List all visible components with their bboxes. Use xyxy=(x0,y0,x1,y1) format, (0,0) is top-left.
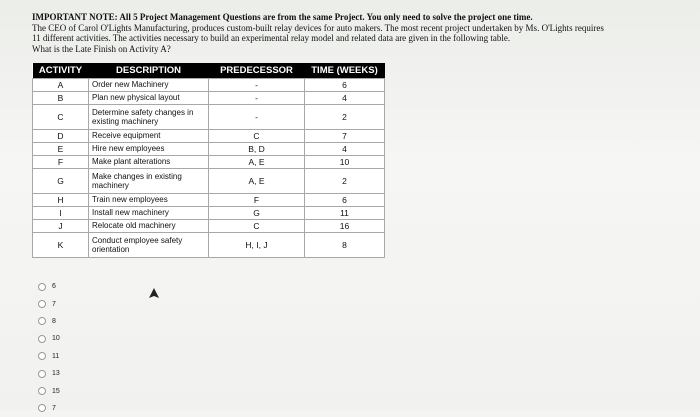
answer-option[interactable] xyxy=(38,365,60,382)
option-label: 11 xyxy=(52,352,60,360)
answer-options xyxy=(38,278,60,417)
header-time: TIME (WEEKS) xyxy=(305,63,385,79)
scenario-line-1: The CEO of Carol O'Lights Manufacturing, produces custom-built relay devices for auto makers. The most recent project undertaken by Ms. O'Lights requires xyxy=(32,22,604,33)
answer-option[interactable] xyxy=(38,382,60,399)
activity-cell: E xyxy=(33,143,89,156)
option-label: 7 xyxy=(52,300,56,308)
table-header-row xyxy=(33,63,385,79)
time-cell: 6 xyxy=(305,194,385,207)
time-cell: 10 xyxy=(305,156,385,169)
activity-cell: G xyxy=(33,169,89,194)
table-row xyxy=(33,156,385,169)
description-cell: Train new employees xyxy=(89,194,209,207)
table-row xyxy=(33,194,385,207)
activity-cell: I xyxy=(33,207,89,220)
table-body xyxy=(33,79,385,258)
description-cell: Hire new employees xyxy=(89,143,209,156)
time-cell: 16 xyxy=(305,220,385,233)
radio-button[interactable] xyxy=(38,387,46,395)
important-note: IMPORTANT NOTE: All 5 Project Management Questions are from the same Project. You only need to solve the project one time. xyxy=(32,12,533,22)
predecessor-cell: C xyxy=(209,130,305,143)
header-predecessor: PREDECESSOR xyxy=(209,63,305,79)
table-row xyxy=(33,130,385,143)
table-row xyxy=(33,143,385,156)
answer-option[interactable] xyxy=(38,400,60,417)
predecessor-cell: A, E xyxy=(209,169,305,194)
predecessor-cell: B, D xyxy=(209,143,305,156)
time-cell: 4 xyxy=(305,92,385,105)
description-cell: Relocate old machinery xyxy=(89,220,209,233)
option-label: 7 xyxy=(52,404,56,412)
radio-button[interactable] xyxy=(38,283,46,291)
table-row xyxy=(33,207,385,220)
radio-button[interactable] xyxy=(38,352,46,360)
time-cell: 8 xyxy=(305,233,385,258)
table-row xyxy=(33,92,385,105)
time-cell: 2 xyxy=(305,169,385,194)
activity-cell: B xyxy=(33,92,89,105)
activity-cell: A xyxy=(33,79,89,92)
predecessor-cell: H, I, J xyxy=(209,233,305,258)
table-row xyxy=(33,169,385,194)
predecessor-cell: G xyxy=(209,207,305,220)
predecessor-cell: F xyxy=(209,194,305,207)
time-cell: 2 xyxy=(305,105,385,130)
description-cell: Conduct employee safety orientation xyxy=(89,233,209,258)
answer-option[interactable] xyxy=(38,348,60,365)
predecessor-cell: - xyxy=(209,79,305,92)
time-cell: 11 xyxy=(305,207,385,220)
predecessor-cell: C xyxy=(209,220,305,233)
activity-cell: H xyxy=(33,194,89,207)
description-cell: Make plant alterations xyxy=(89,156,209,169)
header-activity: ACTIVITY xyxy=(33,63,89,79)
answer-option[interactable] xyxy=(38,330,60,347)
question-prompt: What is the Late Finish on Activity A? xyxy=(32,43,171,54)
activity-cell: J xyxy=(33,220,89,233)
answer-option[interactable] xyxy=(38,313,60,330)
scenario-line-2: 11 different activities. The activities necessary to build an experimental relay model and related data are given in the following table. xyxy=(32,33,511,44)
description-cell: Order new Machinery xyxy=(89,79,209,92)
radio-button[interactable] xyxy=(38,370,46,378)
table-row xyxy=(33,220,385,233)
option-label: 8 xyxy=(52,317,56,325)
description-cell: Receive equipment xyxy=(89,130,209,143)
radio-button[interactable] xyxy=(38,300,46,308)
activity-cell: D xyxy=(33,130,89,143)
answer-option[interactable] xyxy=(38,295,60,312)
option-label: 10 xyxy=(52,335,60,343)
radio-button[interactable] xyxy=(38,335,46,343)
predecessor-cell: - xyxy=(209,92,305,105)
description-cell: Make changes in existing machinery xyxy=(89,169,209,194)
time-cell: 7 xyxy=(305,130,385,143)
option-label: 6 xyxy=(52,283,56,291)
radio-button[interactable] xyxy=(38,404,46,412)
question-text xyxy=(32,12,687,54)
activity-cell: F xyxy=(33,156,89,169)
predecessor-cell: A, E xyxy=(209,156,305,169)
radio-button[interactable] xyxy=(38,317,46,325)
option-label: 13 xyxy=(52,370,60,378)
activity-cell: K xyxy=(33,233,89,258)
answer-option[interactable] xyxy=(38,278,60,295)
activity-table xyxy=(32,63,385,258)
time-cell: 6 xyxy=(305,79,385,92)
description-cell: Determine safety changes in existing machinery xyxy=(89,105,209,130)
predecessor-cell: - xyxy=(209,105,305,130)
table-row xyxy=(33,233,385,258)
table-row xyxy=(33,105,385,130)
option-label: 15 xyxy=(52,387,60,395)
header-description: DESCRIPTION xyxy=(89,63,209,79)
activity-cell: C xyxy=(33,105,89,130)
description-cell: Plan new physical layout xyxy=(89,92,209,105)
arrow-cursor-icon xyxy=(149,288,159,300)
description-cell: Install new machinery xyxy=(89,207,209,220)
table-row xyxy=(33,79,385,92)
time-cell: 4 xyxy=(305,143,385,156)
